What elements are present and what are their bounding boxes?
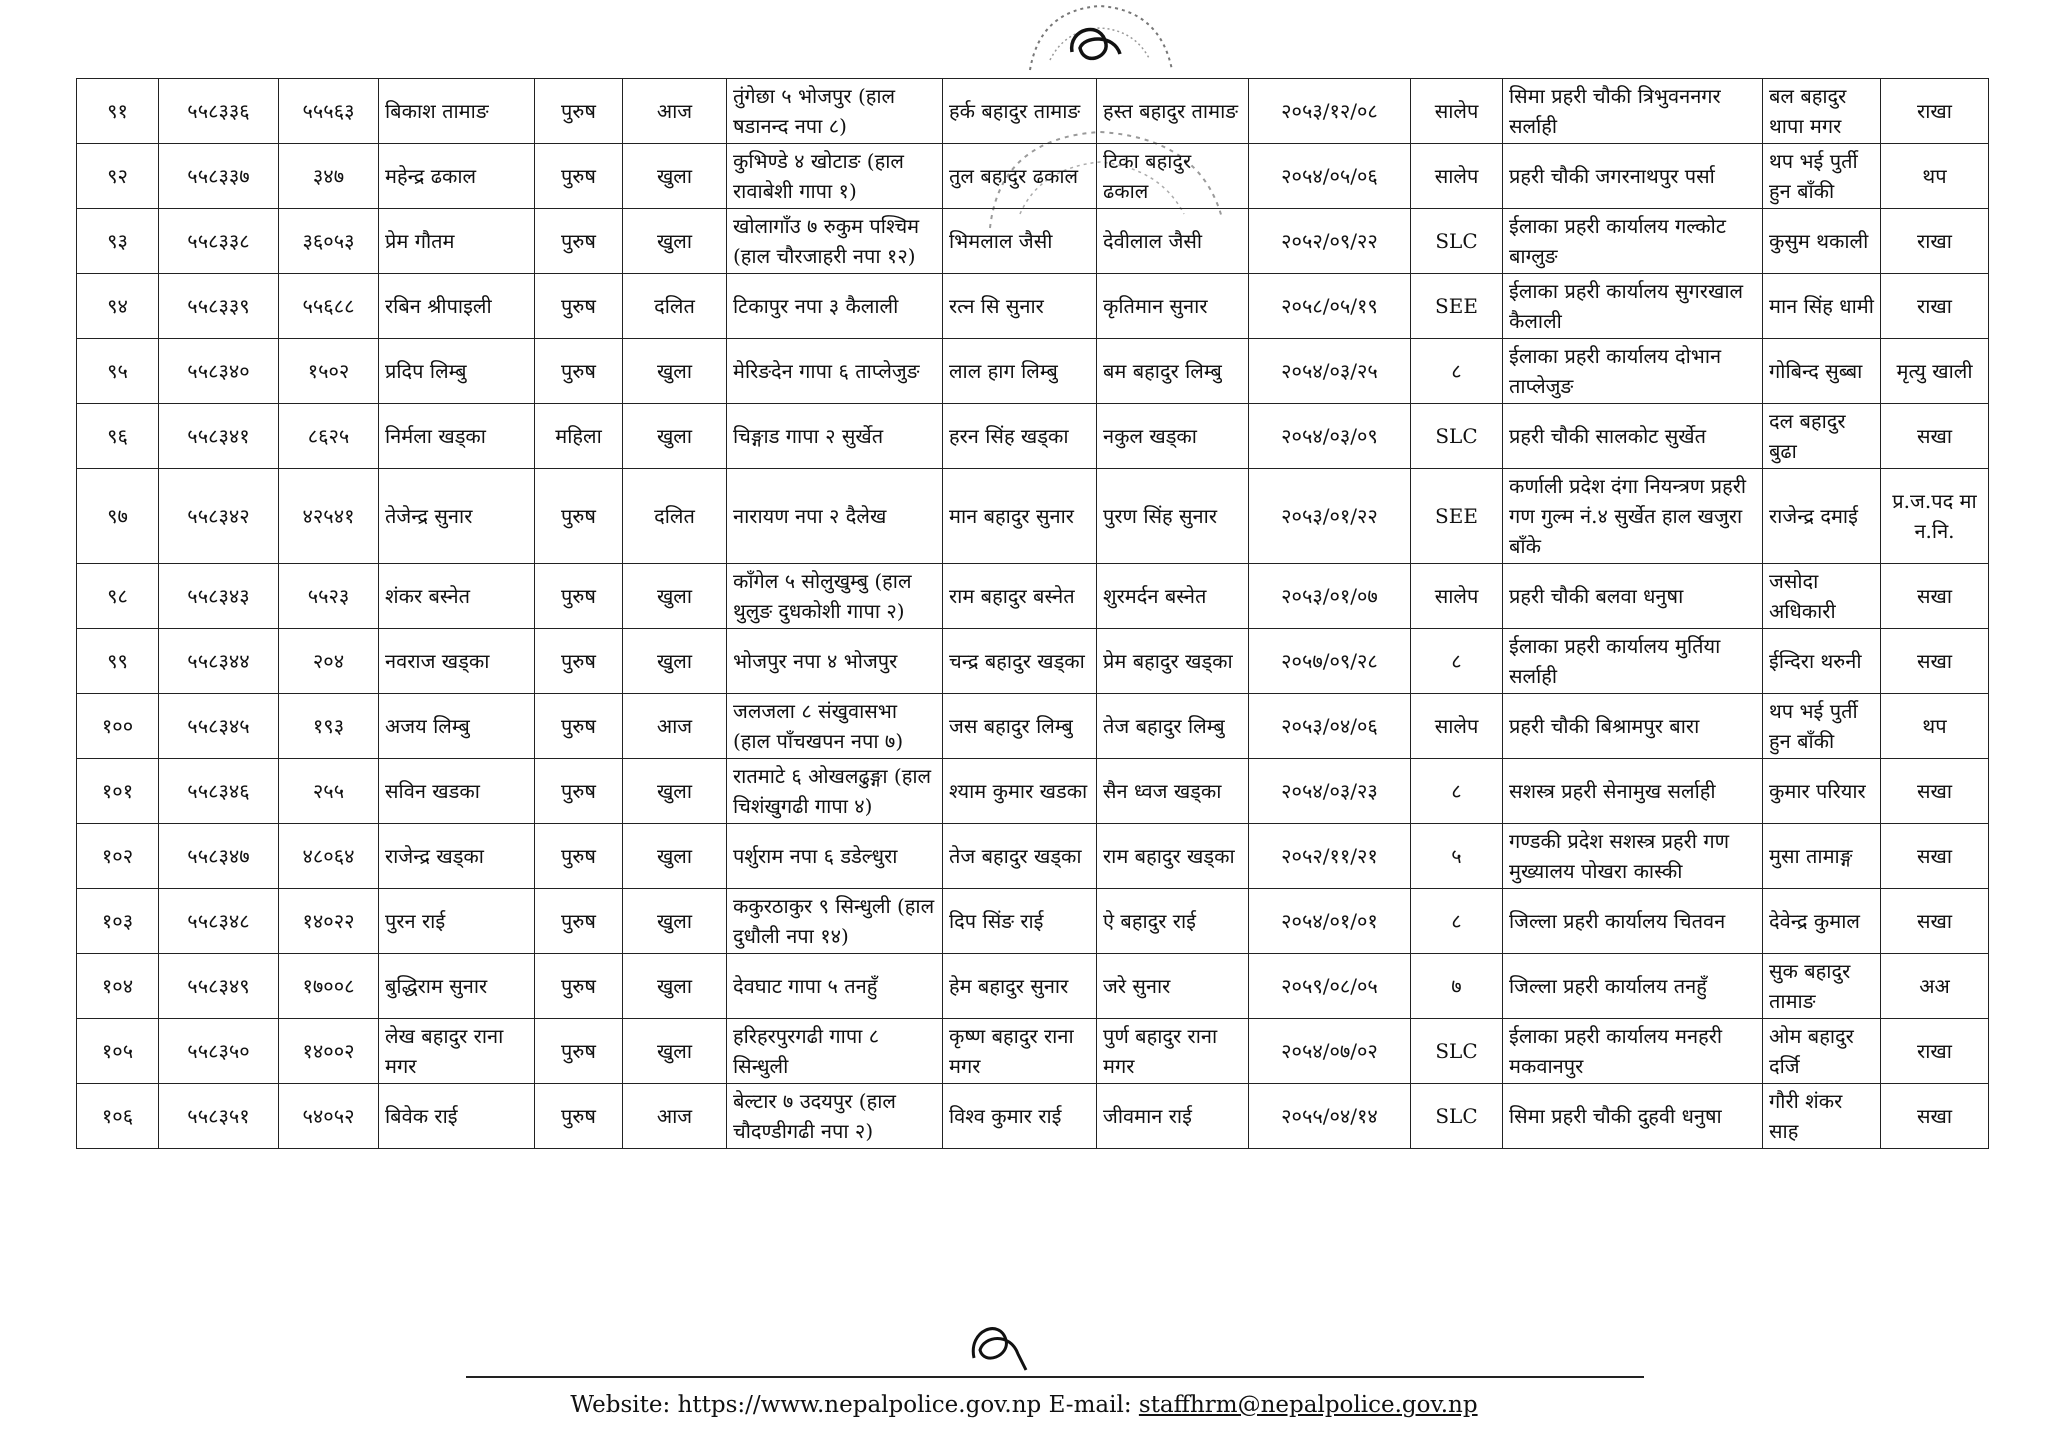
quota-group: आज: [623, 79, 727, 144]
remark: अअ: [1881, 954, 1989, 1019]
symbol-no: १४००२: [279, 1019, 379, 1084]
father-name: जस बहादुर लिम्बु: [943, 694, 1097, 759]
grandfather-name: देवीलाल जैसी: [1097, 209, 1249, 274]
gender: पुरुष: [535, 694, 623, 759]
grandfather-name: ऐ बहादुर राई: [1097, 889, 1249, 954]
permanent-address: देवघाट गापा ५ तनहुँ: [727, 954, 943, 1019]
serial-no: ९८: [77, 564, 159, 629]
serial-no: ९५: [77, 339, 159, 404]
candidate-name: बिकाश तामाङ: [379, 79, 535, 144]
symbol-no: ५४०५२: [279, 1084, 379, 1149]
father-name: कृष्ण बहादुर राना मगर: [943, 1019, 1097, 1084]
table-row: [77, 1084, 1989, 1149]
office: प्रहरी चौकी बलवा धनुषा: [1503, 564, 1763, 629]
father-name: लाल हाग लिम्बु: [943, 339, 1097, 404]
office: कर्णाली प्रदेश दंगा नियन्त्रण प्रहरी गण गुल्म नं.४ सुर्खेत हाल खजुरा बाँके: [1503, 469, 1763, 564]
date-of-birth: २०५३/०४/०६: [1249, 694, 1411, 759]
office: सिमा प्रहरी चौकी त्रिभुवननगर सर्लाही: [1503, 79, 1763, 144]
personnel-table: [76, 78, 1989, 1149]
guardian-name: बल बहादुर थापा मगर: [1763, 79, 1881, 144]
serial-no: ९२: [77, 144, 159, 209]
table-row: [77, 564, 1989, 629]
candidate-name: शंकर बस्नेत: [379, 564, 535, 629]
office: सशस्त्र प्रहरी सेनामुख सर्लाही: [1503, 759, 1763, 824]
date-of-birth: २०५२/०९/२२: [1249, 209, 1411, 274]
office: प्रहरी चौकी बिश्रामपुर बारा: [1503, 694, 1763, 759]
date-of-birth: २०५८/०५/१९: [1249, 274, 1411, 339]
serial-no: १०५: [77, 1019, 159, 1084]
father-name: राम बहादुर बस्नेत: [943, 564, 1097, 629]
candidate-name: अजय लिम्बु: [379, 694, 535, 759]
quota-group: दलित: [623, 469, 727, 564]
table-row: [77, 1019, 1989, 1084]
remark: मृत्यु खाली: [1881, 339, 1989, 404]
serial-no: ९१: [77, 79, 159, 144]
father-name: चन्द्र बहादुर खड्का: [943, 629, 1097, 694]
father-name: रत्न सि सुनार: [943, 274, 1097, 339]
symbol-no: १९३: [279, 694, 379, 759]
serial-no: ९६: [77, 404, 159, 469]
gender: पुरुष: [535, 79, 623, 144]
table-row: [77, 469, 1989, 564]
permanent-address: चिङ्गाड गापा २ सुर्खेत: [727, 404, 943, 469]
guardian-name: दल बहादुर बुढा: [1763, 404, 1881, 469]
permanent-address: टिकापुर नपा ३ कैलाली: [727, 274, 943, 339]
remark: सखा: [1881, 824, 1989, 889]
grandfather-name: नकुल खड्का: [1097, 404, 1249, 469]
symbol-no: ५५५६३: [279, 79, 379, 144]
symbol-no: ३६०५३: [279, 209, 379, 274]
symbol-no: ४८०६४: [279, 824, 379, 889]
permanent-address: जलजला ८ संखुवासभा (हाल पाँचखपन नपा ७): [727, 694, 943, 759]
date-of-birth: २०५३/१२/०८: [1249, 79, 1411, 144]
roll-no: ५५८३३७: [159, 144, 279, 209]
symbol-no: ५५६८८: [279, 274, 379, 339]
symbol-no: १५०२: [279, 339, 379, 404]
quota-group: खुला: [623, 209, 727, 274]
guardian-name: मुसा तामाङ्ग: [1763, 824, 1881, 889]
quota-group: खुला: [623, 144, 727, 209]
remark: राखा: [1881, 79, 1989, 144]
quota-group: आज: [623, 694, 727, 759]
candidate-name: सविन खडका: [379, 759, 535, 824]
roll-no: ५५८३४६: [159, 759, 279, 824]
guardian-name: गौरी शंकर साह: [1763, 1084, 1881, 1149]
table-body: [77, 79, 1989, 1149]
guardian-name: ओम बहादुर दर्जि: [1763, 1019, 1881, 1084]
roll-no: ५५८३५०: [159, 1019, 279, 1084]
date-of-birth: २०५२/११/२१: [1249, 824, 1411, 889]
table-row: [77, 759, 1989, 824]
father-name: विश्व कुमार राई: [943, 1084, 1097, 1149]
footer: [0, 1388, 2048, 1422]
education: ८: [1411, 339, 1503, 404]
quota-group: खुला: [623, 629, 727, 694]
serial-no: ९९: [77, 629, 159, 694]
serial-no: १०४: [77, 954, 159, 1019]
roll-no: ५५८३४२: [159, 469, 279, 564]
roll-no: ५५८३४०: [159, 339, 279, 404]
father-name: दिप सिंङ राई: [943, 889, 1097, 954]
candidate-name: निर्मला खड्का: [379, 404, 535, 469]
date-of-birth: २०५३/०१/२२: [1249, 469, 1411, 564]
grandfather-name: जरे सुनार: [1097, 954, 1249, 1019]
table-row: [77, 954, 1989, 1019]
office: जिल्ला प्रहरी कार्यालय चितवन: [1503, 889, 1763, 954]
office: ईलाका प्रहरी कार्यालय गल्कोट बाग्लुङ: [1503, 209, 1763, 274]
office: जिल्ला प्रहरी कार्यालय तनहुँ: [1503, 954, 1763, 1019]
quota-group: खुला: [623, 1019, 727, 1084]
education: सालेप: [1411, 694, 1503, 759]
remark: राखा: [1881, 1019, 1989, 1084]
gender: पुरुष: [535, 954, 623, 1019]
serial-no: १००: [77, 694, 159, 759]
guardian-name: देवेन्द्र कुमाल: [1763, 889, 1881, 954]
remark: थप: [1881, 694, 1989, 759]
table-row: [77, 144, 1989, 209]
grandfather-name: सैन ध्वज खड्का: [1097, 759, 1249, 824]
education: ५: [1411, 824, 1503, 889]
permanent-address: कुभिण्डे ४ खोटाङ (हाल रावाबेशी गापा १): [727, 144, 943, 209]
table-row: [77, 629, 1989, 694]
office: ईलाका प्रहरी कार्यालय मनहरी मकवानपुर: [1503, 1019, 1763, 1084]
footer-email-label: E-mail:: [1048, 1392, 1132, 1418]
grandfather-name: बम बहादुर लिम्बु: [1097, 339, 1249, 404]
remark: राखा: [1881, 209, 1989, 274]
permanent-address: ककुरठाकुर ९ सिन्धुली (हाल दुधौली नपा १४): [727, 889, 943, 954]
office-seal: [1010, 0, 1190, 78]
office: प्रहरी चौकी सालकोट सुर्खेत: [1503, 404, 1763, 469]
grandfather-name: राम बहादुर खड्का: [1097, 824, 1249, 889]
candidate-name: नवराज खड्का: [379, 629, 535, 694]
candidate-name: प्रदिप लिम्बु: [379, 339, 535, 404]
education: सालेप: [1411, 564, 1503, 629]
gender: पुरुष: [535, 209, 623, 274]
roll-no: ५५८३३६: [159, 79, 279, 144]
education: SLC: [1411, 1019, 1503, 1084]
father-name: श्याम कुमार खडका: [943, 759, 1097, 824]
permanent-address: पर्शुराम नपा ६ डडेल्धुरा: [727, 824, 943, 889]
remark: सखा: [1881, 1084, 1989, 1149]
permanent-address: हरिहरपुरगढी गापा ८ सिन्धुली: [727, 1019, 943, 1084]
serial-no: १०६: [77, 1084, 159, 1149]
serial-no: ९३: [77, 209, 159, 274]
guardian-name: गोबिन्द सुब्बा: [1763, 339, 1881, 404]
roll-no: ५५८३४३: [159, 564, 279, 629]
gender: पुरुष: [535, 759, 623, 824]
father-name: हर्क बहादुर तामाङ: [943, 79, 1097, 144]
date-of-birth: २०५५/०४/१४: [1249, 1084, 1411, 1149]
guardian-name: थप भई पुर्ती हुन बाँकी: [1763, 144, 1881, 209]
office: ईलाका प्रहरी कार्यालय सुगरखाल कैलाली: [1503, 274, 1763, 339]
education: ७: [1411, 954, 1503, 1019]
footer-website: Website: https://www.nepalpolice.gov.np: [570, 1392, 1042, 1418]
remark: सखा: [1881, 629, 1989, 694]
father-name: हेम बहादुर सुनार: [943, 954, 1097, 1019]
office: गण्डकी प्रदेश सशस्त्र प्रहरी गण मुख्यालय पोखरा कास्की: [1503, 824, 1763, 889]
grandfather-name: पुर्ण बहादुर राना मगर: [1097, 1019, 1249, 1084]
grandfather-name: कृतिमान सुनार: [1097, 274, 1249, 339]
candidate-name: महेन्द्र ढकाल: [379, 144, 535, 209]
permanent-address: बेल्टार ७ उदयपुर (हाल चौदण्डीगढी नपा २): [727, 1084, 943, 1149]
education: SLC: [1411, 209, 1503, 274]
gender: पुरुष: [535, 889, 623, 954]
footer-divider: [466, 1376, 1644, 1378]
date-of-birth: २०५९/०८/०५: [1249, 954, 1411, 1019]
roll-no: ५५८३४९: [159, 954, 279, 1019]
candidate-name: प्रेम गौतम: [379, 209, 535, 274]
grandfather-name: तेज बहादुर लिम्बु: [1097, 694, 1249, 759]
father-name: हरन सिंह खड्का: [943, 404, 1097, 469]
remark: थप: [1881, 144, 1989, 209]
candidate-name: बिवेक राई: [379, 1084, 535, 1149]
education: SLC: [1411, 1084, 1503, 1149]
roll-no: ५५८३४४: [159, 629, 279, 694]
symbol-no: २५५: [279, 759, 379, 824]
permanent-address: रातमाटे ६ ओखलढुङ्गा (हाल चिशंखुगढी गापा ४): [727, 759, 943, 824]
remark: सखा: [1881, 759, 1989, 824]
symbol-no: ४२५४१: [279, 469, 379, 564]
table-row: [77, 404, 1989, 469]
quota-group: दलित: [623, 274, 727, 339]
quota-group: खुला: [623, 824, 727, 889]
guardian-name: कुसुम थकाली: [1763, 209, 1881, 274]
grandfather-name: शुरमर्दन बस्नेत: [1097, 564, 1249, 629]
roll-no: ५५८३४५: [159, 694, 279, 759]
education: SEE: [1411, 274, 1503, 339]
permanent-address: नारायण नपा २ दैलेख: [727, 469, 943, 564]
gender: पुरुष: [535, 144, 623, 209]
guardian-name: कुमार परियार: [1763, 759, 1881, 824]
quota-group: आज: [623, 1084, 727, 1149]
education: SEE: [1411, 469, 1503, 564]
office: ईलाका प्रहरी कार्यालय दोभान ताप्लेजुङ: [1503, 339, 1763, 404]
signature: [948, 1304, 1038, 1376]
table-row: [77, 339, 1989, 404]
remark: सखा: [1881, 404, 1989, 469]
roll-no: ५५८३३८: [159, 209, 279, 274]
roll-no: ५५८३४८: [159, 889, 279, 954]
roll-no: ५५८३३९: [159, 274, 279, 339]
gender: पुरुष: [535, 1019, 623, 1084]
gender: पुरुष: [535, 1084, 623, 1149]
permanent-address: भोजपुर नपा ४ भोजपुर: [727, 629, 943, 694]
quota-group: खुला: [623, 564, 727, 629]
education: सालेप: [1411, 79, 1503, 144]
date-of-birth: २०५४/०३/०९: [1249, 404, 1411, 469]
candidate-name: पुरन राई: [379, 889, 535, 954]
remark: प्र.ज.पद मा न.नि.: [1881, 469, 1989, 564]
grandfather-name: हस्त बहादुर तामाङ: [1097, 79, 1249, 144]
gender: पुरुष: [535, 629, 623, 694]
table-row: [77, 889, 1989, 954]
date-of-birth: २०५७/०९/२८: [1249, 629, 1411, 694]
symbol-no: १७००८: [279, 954, 379, 1019]
candidate-name: बुद्धिराम सुनार: [379, 954, 535, 1019]
education: ८: [1411, 629, 1503, 694]
table-row: [77, 824, 1989, 889]
serial-no: १०१: [77, 759, 159, 824]
serial-no: ९४: [77, 274, 159, 339]
gender: पुरुष: [535, 824, 623, 889]
grandfather-name: प्रेम बहादुर खड्का: [1097, 629, 1249, 694]
date-of-birth: २०५४/०३/२५: [1249, 339, 1411, 404]
date-of-birth: २०५४/०५/०६: [1249, 144, 1411, 209]
gender: पुरुष: [535, 469, 623, 564]
serial-no: ९७: [77, 469, 159, 564]
gender: पुरुष: [535, 274, 623, 339]
office: प्रहरी चौकी जगरनाथपुर पर्सा: [1503, 144, 1763, 209]
quota-group: खुला: [623, 954, 727, 1019]
gender: महिला: [535, 404, 623, 469]
education: ८: [1411, 889, 1503, 954]
guardian-name: मान सिंह धामी: [1763, 274, 1881, 339]
quota-group: खुला: [623, 889, 727, 954]
office: सिमा प्रहरी चौकी दुहवी धनुषा: [1503, 1084, 1763, 1149]
quota-group: खुला: [623, 404, 727, 469]
candidate-name: लेख बहादुर राना मगर: [379, 1019, 535, 1084]
father-name: मान बहादुर सुनार: [943, 469, 1097, 564]
symbol-no: ५५२३: [279, 564, 379, 629]
guardian-name: ईन्दिरा थरुनी: [1763, 629, 1881, 694]
grandfather-name: पुरण सिंह सुनार: [1097, 469, 1249, 564]
table-row: [77, 79, 1989, 144]
permanent-address: खोलागाँउ ७ रुकुम पश्चिम (हाल चौरजाहरी नपा १२): [727, 209, 943, 274]
education: सालेप: [1411, 144, 1503, 209]
remark: राखा: [1881, 274, 1989, 339]
permanent-address: मेरिङदेन गापा ६ ताप्लेजुङ: [727, 339, 943, 404]
date-of-birth: २०५३/०१/०७: [1249, 564, 1411, 629]
symbol-no: २०४: [279, 629, 379, 694]
roll-no: ५५८३४७: [159, 824, 279, 889]
symbol-no: ३४७: [279, 144, 379, 209]
quota-group: खुला: [623, 759, 727, 824]
date-of-birth: २०५४/०७/०२: [1249, 1019, 1411, 1084]
guardian-name: जसोदा अधिकारी: [1763, 564, 1881, 629]
grandfather-name: टिका बहादुर ढकाल: [1097, 144, 1249, 209]
remark: सखा: [1881, 564, 1989, 629]
father-name: तेज बहादुर खड्का: [943, 824, 1097, 889]
permanent-address: काँगेल ५ सोलुखुम्बु (हाल थुलुङ दुधकोशी गापा २): [727, 564, 943, 629]
candidate-name: रबिन श्रीपाइली: [379, 274, 535, 339]
grandfather-name: जीवमान राई: [1097, 1084, 1249, 1149]
guardian-name: राजेन्द्र दमाई: [1763, 469, 1881, 564]
date-of-birth: २०५४/०१/०१: [1249, 889, 1411, 954]
table-row: [77, 694, 1989, 759]
candidate-name: तेजेन्द्र सुनार: [379, 469, 535, 564]
roll-no: ५५८३४१: [159, 404, 279, 469]
guardian-name: थप भई पुर्ती हुन बाँकी: [1763, 694, 1881, 759]
office: ईलाका प्रहरी कार्यालय मुर्तिया सर्लाही: [1503, 629, 1763, 694]
education: ८: [1411, 759, 1503, 824]
footer-email-link[interactable]: staffhrm@nepalpolice.gov.np: [1138, 1392, 1478, 1418]
remark: सखा: [1881, 889, 1989, 954]
symbol-no: १४०२२: [279, 889, 379, 954]
father-name: तुल बहादुर ढकाल: [943, 144, 1097, 209]
date-of-birth: २०५४/०३/२३: [1249, 759, 1411, 824]
symbol-no: ८६२५: [279, 404, 379, 469]
education: SLC: [1411, 404, 1503, 469]
quota-group: खुला: [623, 339, 727, 404]
gender: पुरुष: [535, 339, 623, 404]
table-row: [77, 209, 1989, 274]
gender: पुरुष: [535, 564, 623, 629]
guardian-name: सुक बहादुर तामाङ: [1763, 954, 1881, 1019]
candidate-name: राजेन्द्र खड्का: [379, 824, 535, 889]
serial-no: १०२: [77, 824, 159, 889]
serial-no: १०३: [77, 889, 159, 954]
father-name: भिमलाल जैसी: [943, 209, 1097, 274]
table-row: [77, 274, 1989, 339]
roll-no: ५५८३५१: [159, 1084, 279, 1149]
permanent-address: तुंगेछा ५ भोजपुर (हाल षडानन्द नपा ८): [727, 79, 943, 144]
